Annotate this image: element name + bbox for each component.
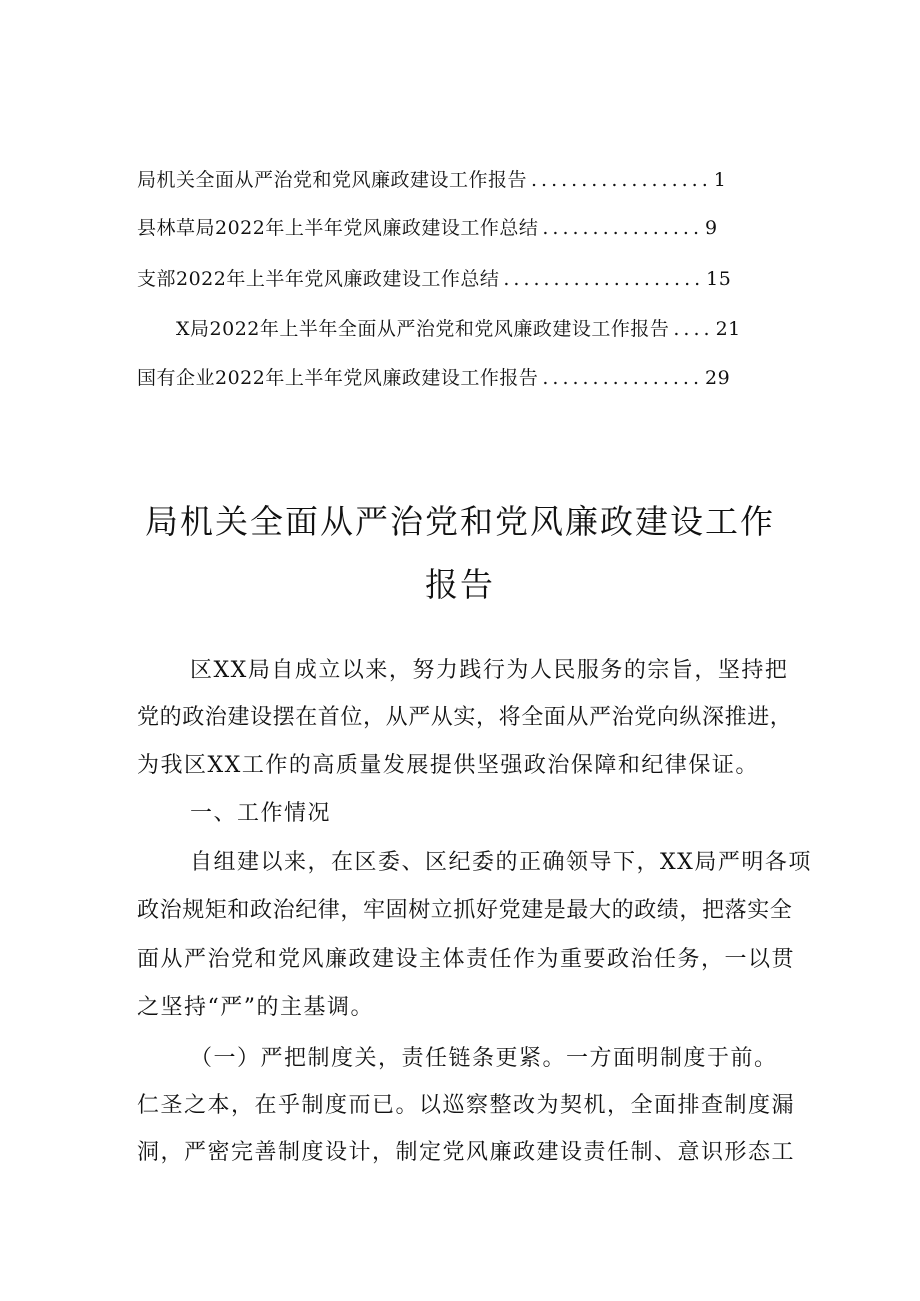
toc-entry-page: 1 bbox=[713, 169, 727, 191]
body-line: 之坚持“严”的主基调。 bbox=[137, 995, 374, 1020]
body-line: 洞，严密完善制度设计，制定党风廉政建设责任制、意识形态工 bbox=[137, 1140, 796, 1165]
toc-entry-title: 国有企业2022年上半年党风廉政建设工作报告 bbox=[137, 367, 539, 389]
body-line: 政治规矩和政治纪律，牢固树立抓好党建是最大的政绩，把落实全 bbox=[137, 898, 793, 923]
toc-entry-leader: .................. bbox=[531, 169, 712, 191]
body-line: 仁圣之本，在乎制度而已。以巡察整改为契机，全面排查制度漏 bbox=[137, 1093, 796, 1118]
toc-entry-leader: .... bbox=[673, 318, 714, 340]
body-line: 面从严治党和党风廉政建设主体责任作为重要政治任务，一以贯 bbox=[137, 947, 796, 972]
toc-entry-page: 21 bbox=[715, 318, 741, 340]
article-title-line-1: 局机关全面从严治党和党风廉政建设工作 bbox=[145, 502, 775, 541]
section-heading: 一、工作情况 bbox=[190, 801, 332, 826]
toc-entry[interactable] bbox=[176, 316, 741, 342]
subsection-heading: （一）严把制度关，责任链条更紧。一方面明制度于前。 bbox=[190, 1046, 778, 1071]
body-line: 为我区XX工作的高质量发展提供坚强政治保障和纪律保证。 bbox=[137, 753, 759, 778]
toc-entry-page: 15 bbox=[706, 268, 732, 290]
body-line: 党的政治建设摆在首位，从严从实，将全面从严治党向纵深推进， bbox=[137, 705, 793, 730]
toc-entry-title: 支部2022年上半年党风廉政建设工作总结 bbox=[137, 268, 500, 290]
toc-entry-leader: .................... bbox=[503, 268, 705, 290]
toc-entry-leader: ................ bbox=[542, 217, 703, 239]
toc-entry[interactable] bbox=[137, 266, 731, 292]
toc-entry-title: 局机关全面从严治党和党风廉政建设工作报告 bbox=[137, 169, 528, 191]
toc-entry[interactable] bbox=[137, 167, 726, 193]
toc-entry-title: X局2022年上半年全面从严治党和党风廉政建设工作报告 bbox=[176, 318, 670, 340]
toc-entry-leader: ................ bbox=[542, 367, 703, 389]
body-line: 区XX局自成立以来，努力践行为人民服务的宗旨，坚持把 bbox=[190, 658, 789, 683]
toc-entry-page: 9 bbox=[705, 217, 718, 239]
toc-entry-page: 29 bbox=[705, 367, 731, 389]
toc-entry-title: 县林草局2022年上半年党风廉政建设工作总结 bbox=[137, 217, 539, 239]
toc-entry[interactable] bbox=[137, 365, 730, 391]
body-line: 自组建以来，在区委、区纪委的正确领导下，XX局严明各项 bbox=[190, 850, 812, 875]
toc-entry[interactable] bbox=[137, 215, 718, 241]
article-title-line-2: 报告 bbox=[425, 565, 495, 604]
